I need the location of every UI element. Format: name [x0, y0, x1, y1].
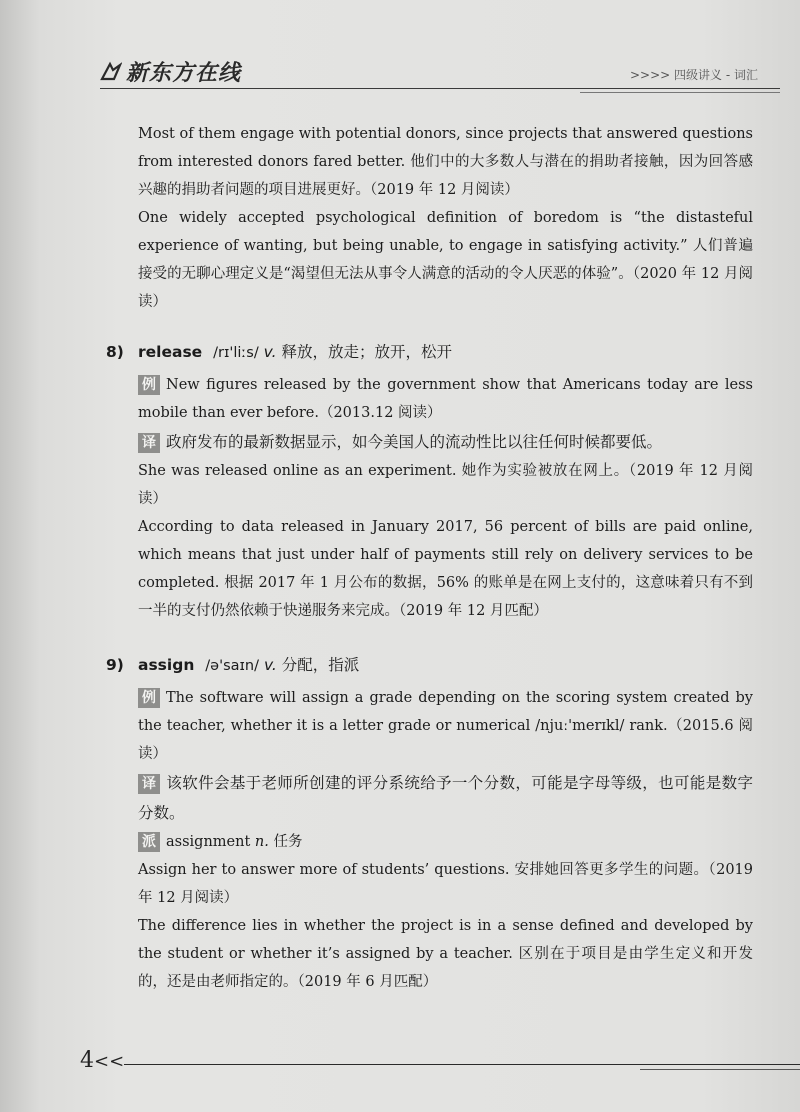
extra-example: Assign her to answer more of students’ questions. 安排她回答更多学生的问题。（2019 年 12 月阅读） [138, 862, 753, 906]
extra-example: The difference lies in whether the project is in a sense defined and developed by the student or whether it’s assigned by a teacher. 区别在于项目是由学生定义和开发的，还是由老师指定的。（2019 年 6 月匹配） [138, 918, 753, 990]
header-rule [100, 88, 780, 89]
extra-example: According to data released in January 2017, 56 percent of bills are paid online, which means that just under half of payments still rely on delivery services to be completed. 根据 2017 年 1 月公布的数据，56% 的账单是在网上支付的，这意味着只有不到一半的支付仍然依赖于快递服务来完成。（2019 年 12 月匹配） [138, 519, 753, 619]
logo-mark-icon [100, 61, 122, 83]
intro-paragraph: Most of them engage with potential donors, since projects that answered questions from interested donors fared better. 他们中的大多数人与潜在的捐助者接触，因为回答感兴趣的捐助者问题的项目进展更好。（2019 年 12 月阅读） [138, 126, 753, 198]
translation-sentence [138, 768, 753, 828]
entry-pos: v. [263, 343, 277, 361]
derivative-line [138, 828, 753, 856]
entry-heading-release [106, 338, 753, 367]
section-label: >>>> 四级讲义 - 词汇 [630, 68, 758, 82]
page-content [106, 120, 753, 996]
example-text: New figures released by the government show that Americans today are less mobile than ever before.（2013.12 阅读） [138, 377, 753, 421]
entry-phonetic: /ə'saɪn/ [205, 658, 259, 674]
translation-sentence [138, 427, 753, 457]
entry-word: assign [138, 656, 195, 674]
translation-text: 政府发布的最新数据显示，如今美国人的流动性比以往任何时候都要低。 [166, 433, 663, 451]
example-text: The software will assign a grade depending on the scoring system created by the teacher, whether it is a letter grade or numerical /njuː'merɪkl/ rank.（2015.6 阅读） [138, 690, 753, 762]
entry-heading-assign [106, 651, 753, 680]
entry-phonetic: /rɪ'liːs/ [213, 345, 259, 361]
example-tag: 例 [138, 375, 160, 395]
intro-paragraph: One widely accepted psychological definition of boredom is “the distasteful experience of wanting, but being unable, to engage in satisfying activity.” 人们普遍接受的无聊心理定义是“渴望但无法从事令人满意的活动的令人厌恶的体验”。（2020 年 12 月阅读） [138, 210, 753, 310]
header-rule-secondary [580, 92, 780, 93]
footer-rule [124, 1064, 800, 1065]
entry-word: release [138, 343, 203, 361]
page-header [100, 52, 780, 94]
page-number: 4<< [80, 1048, 125, 1073]
page-footer [80, 1048, 800, 1088]
derivative-meaning: 任务 [273, 834, 303, 850]
logo-text: 新东方在线 [126, 61, 242, 86]
footer-rule-secondary [640, 1069, 800, 1070]
entry-pos: v. [263, 656, 277, 674]
entry-meaning: 分配，指派 [281, 656, 360, 674]
entry-number: 9) [106, 656, 124, 674]
example-tag: 例 [138, 688, 160, 708]
extra-example: She was released online as an experiment. 她作为实验被放在网上。（2019 年 12 月阅读） [138, 463, 753, 507]
example-sentence [138, 371, 753, 427]
derivative-tag: 派 [138, 832, 160, 852]
translation-text: 该软件会基于老师所创建的评分系统给予一个分数，可能是字母等级，也可能是数字分数。 [138, 774, 753, 822]
translation-tag: 译 [138, 433, 160, 453]
publisher-logo [100, 56, 241, 87]
translation-tag: 译 [138, 774, 160, 794]
entry-number: 8) [106, 343, 124, 361]
derivative-pos: n. [254, 834, 269, 850]
derivative-word: assignment [166, 834, 251, 850]
example-sentence [138, 684, 753, 768]
entry-meaning: 释放，放走；放开，松开 [281, 343, 452, 361]
